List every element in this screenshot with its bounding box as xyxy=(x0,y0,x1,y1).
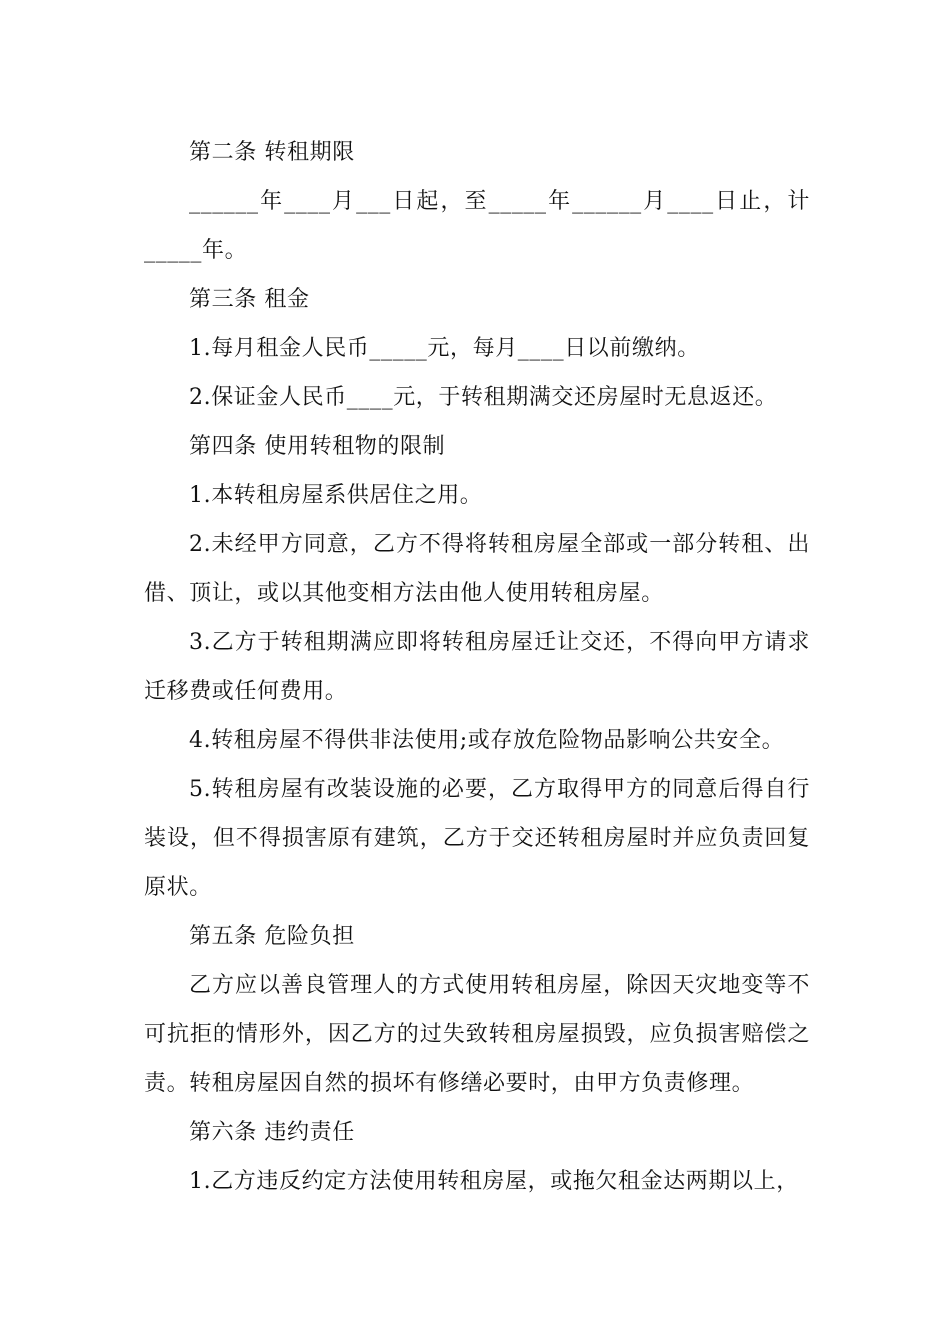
article-4-item-4: 4.转租房屋不得供非法使用;或存放危险物品影响公共安全。 xyxy=(189,728,785,753)
article-4-item-1: 1.本转租房屋系供居住之用。 xyxy=(189,483,483,508)
article-4-item-3: 3.乙方于转租期满应即将转租房屋迁让交还，不得向甲方请求迁移费或任何费用。 xyxy=(144,630,810,704)
article-5-heading: 第五条 危险负担 xyxy=(189,924,355,949)
article-3-heading: 第三条 租金 xyxy=(189,287,310,312)
article-4-heading: 第四条 使用转租物的限制 xyxy=(189,434,446,459)
article-3-item-2: 2.保证金人民币____元，于转租期满交还房屋时无息返还。 xyxy=(189,385,778,410)
document-body xyxy=(144,128,810,1206)
article-5-body: 乙方应以善良管理人的方式使用转租房屋，除因天灾地变等不可抗拒的情形外，因乙方的过失致转租房屋损毁，应负损害赔偿之责。转租房屋因自然的损坏有修缮必要时，由甲方负责修理。 xyxy=(144,973,810,1096)
article-2-term-clause: ______年____月___日起，至_____年______月____日止，计_____年。 xyxy=(144,189,810,263)
article-4-item-5: 5.转租房屋有改装设施的必要，乙方取得甲方的同意后得自行装设，但不得损害原有建筑，乙方于交还转租房屋时并应负责回复原状。 xyxy=(144,777,810,900)
article-6-item-1: 1.乙方违反约定方法使用转租房屋，或拖欠租金达两期以上， xyxy=(189,1169,799,1194)
article-4-item-2: 2.未经甲方同意，乙方不得将转租房屋全部或一部分转租、出借、顶让，或以其他变相方法由他人使用转租房屋。 xyxy=(144,532,810,606)
article-3-item-1: 1.每月租金人民币_____元，每月____日以前缴纳。 xyxy=(189,336,700,361)
article-6-heading: 第六条 违约责任 xyxy=(189,1120,355,1145)
article-2-heading: 第二条 转租期限 xyxy=(189,140,355,165)
